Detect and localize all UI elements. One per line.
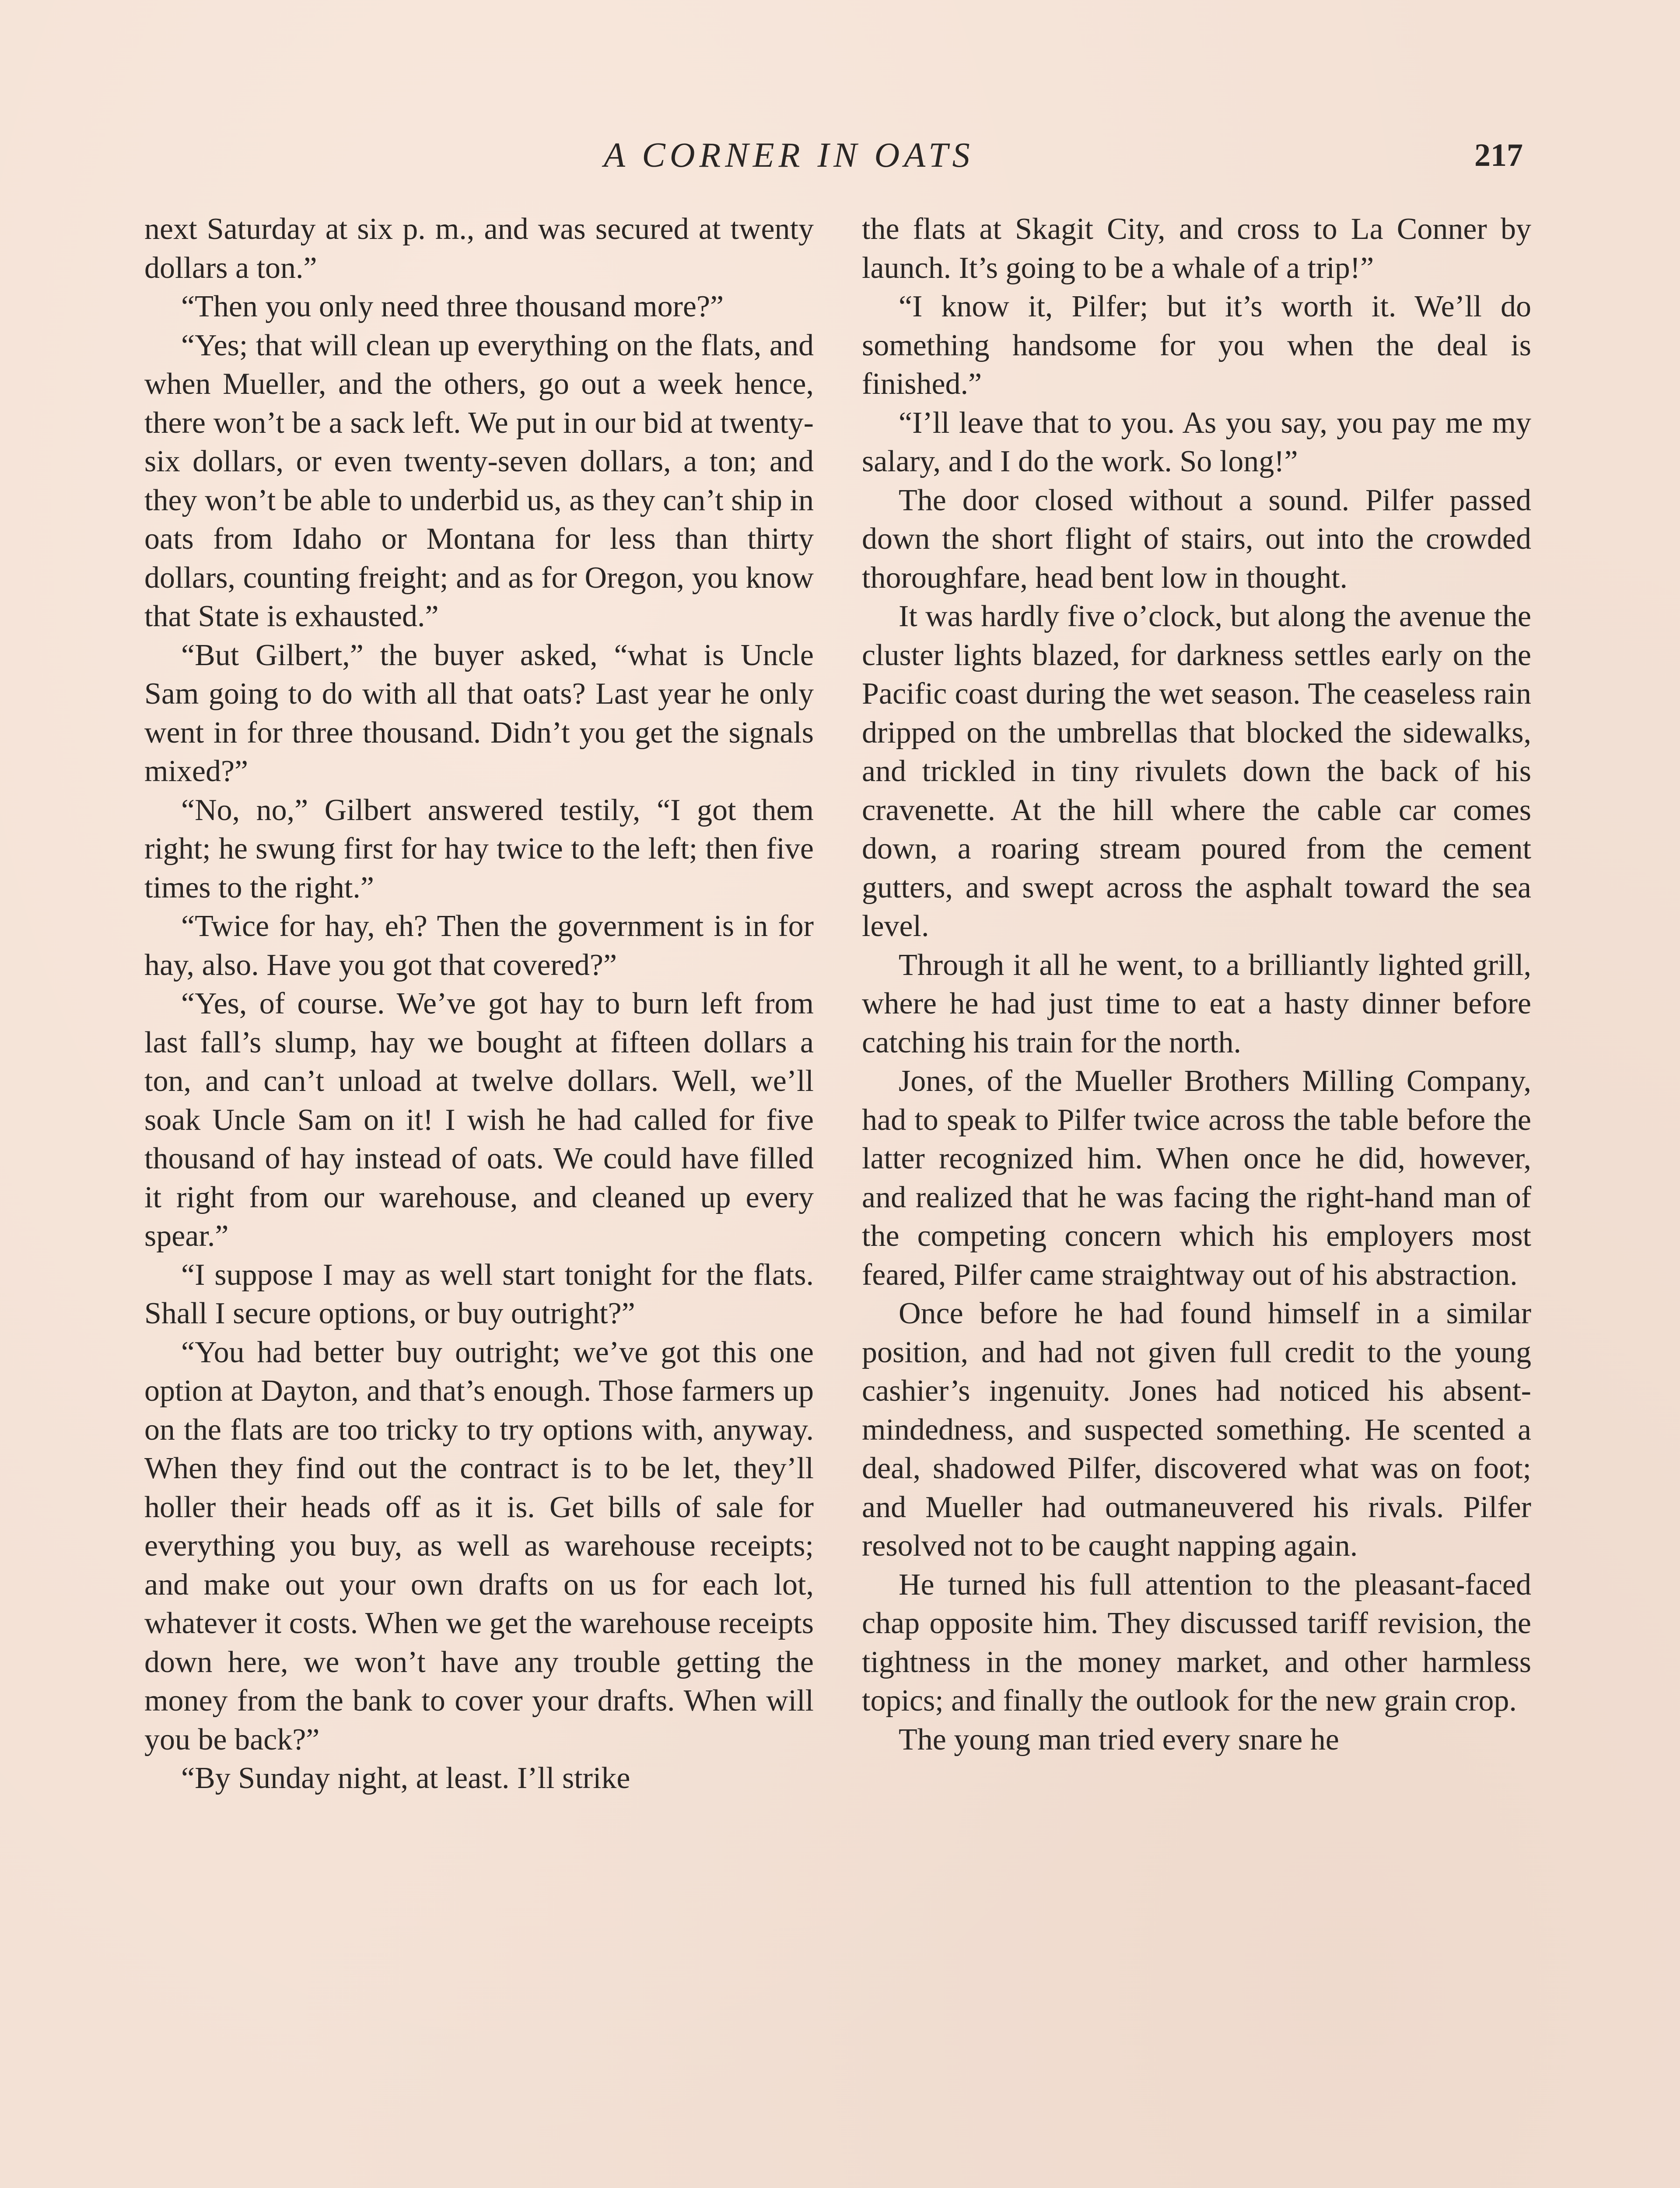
paragraph: “Twice for hay, eh? Then the government is in for hay, also. Have you got that covered?” — [144, 909, 814, 982]
paragraph: “By Sunday night, at least. I’ll strike — [181, 1761, 630, 1795]
right-column — [862, 210, 1531, 1759]
paragraph: “I’ll leave that to you. As you say, you pay me my salary, and I do the work. So long!” — [862, 406, 1531, 478]
page-header — [0, 131, 1680, 179]
paragraph: Jones, of the Mueller Brothers Milling Company, had to speak to Pilfer twice across the table before the latter recognized him. When once he did, however, and realized that he was facing the right-hand man of the competing concern which his employers most feared, Pilfer came straightway out of his abstraction. — [862, 1064, 1531, 1292]
page-number: 217 — [1474, 137, 1523, 173]
running-title: A CORNER IN OATS — [604, 136, 974, 175]
paragraph: “You had better buy outright; we’ve got this one option at Dayton, and that’s enough. Those farmers up on the flats are too tricky to try options with, anyway. When they find out the contract is to be let, they’ll holler their heads off as it is. Get bills of sale for everything you buy, as well as warehouse receipts; and make out your own drafts on us for each lot, whatever it costs. When we get the warehouse receipts down here, we won’t have any trouble getting the money from the bank to cover your drafts. When will you be back?” — [144, 1335, 814, 1757]
paragraph: “Yes; that will clean up everything on the flats, and when Mueller, and the others, go out a week hence, there won’t be a sack left. We put in our bid at twenty-six dollars, or even twenty-seven dollars, a ton; and they won’t be able to underbid us, as they can’t ship in oats from Idaho or Montana for less than thirty dollars, counting freight; and as for Oregon, you know that State is exhausted.” — [144, 328, 814, 633]
paragraph: The door closed without a sound. Pilfer passed down the short flight of stairs, out into the crowded thoroughfare, head bent low in thought. — [862, 483, 1531, 595]
paragraph: “Then you only need three thousand more?” — [181, 290, 724, 323]
paragraph: Once before he had found himself in a similar position, and had not given full credit to the young cashier’s ingenuity. Jones had noticed his absent-mindedness, and suspected something. He scented a deal, shadowed Pilfer, discovered what was on foot; and Mueller had outmaneuvered his rivals. Pilfer resolved not to be caught napping again. — [862, 1297, 1531, 1563]
paragraph: “Yes, of course. We’ve got hay to burn left from last fall’s slump, hay we bought at fifteen dollars a ton, and can’t unload at twelve dollars. Well, we’ll soak Uncle Sam on it! I wish he had called for five thousand of hay instead of oats. We could have filled it right from our warehouse, and cleaned up every spear.” — [144, 987, 814, 1253]
paragraph: “No, no,” Gilbert answered testily, “I got them right; he swung first for hay twice to the left; then five times to the right.” — [144, 793, 814, 905]
paragraph: “I suppose I may as well start tonight for the flats. Shall I secure options, or buy outright?” — [144, 1258, 814, 1330]
paragraph: “But Gilbert,” the buyer asked, “what is Uncle Sam going to do with all that oats? Last year he only went in for three thousand. Didn’t you get the signals mixed?” — [144, 638, 814, 788]
paragraph: It was hardly five o’clock, but along the avenue the cluster lights blazed, for darkness settles early on the Pacific coast during the wet season. The ceaseless rain dripped on the umbrellas that blocked the sidewalks, and trickled in tiny rivulets down the back of his cravenette. At the hill where the cable car comes down, a roaring stream poured from the cement gutters, and swept across the asphalt toward the sea level. — [862, 600, 1531, 943]
paragraph: the flats at Skagit City, and cross to La Conner by launch. It’s going to be a whale of a trip!” — [862, 212, 1531, 285]
paragraph: “I know it, Pilfer; but it’s worth it. We’ll do something handsome for you when the deal is finished.” — [862, 290, 1531, 401]
paragraph: next Saturday at six p. m., and was secured at twenty dollars a ton.” — [144, 212, 814, 285]
left-column — [144, 210, 814, 1798]
paragraph: He turned his full attention to the pleasant-faced chap opposite him. They discussed tariff revision, the tightness in the money market, and other harmless topics; and finally the outlook for the new grain crop. — [862, 1567, 1531, 1718]
paragraph: Through it all he went, to a brilliantly lighted grill, where he had just time to eat a hasty dinner before catching his train for the north. — [862, 948, 1531, 1059]
paragraph: The young man tried every snare he — [899, 1722, 1339, 1757]
